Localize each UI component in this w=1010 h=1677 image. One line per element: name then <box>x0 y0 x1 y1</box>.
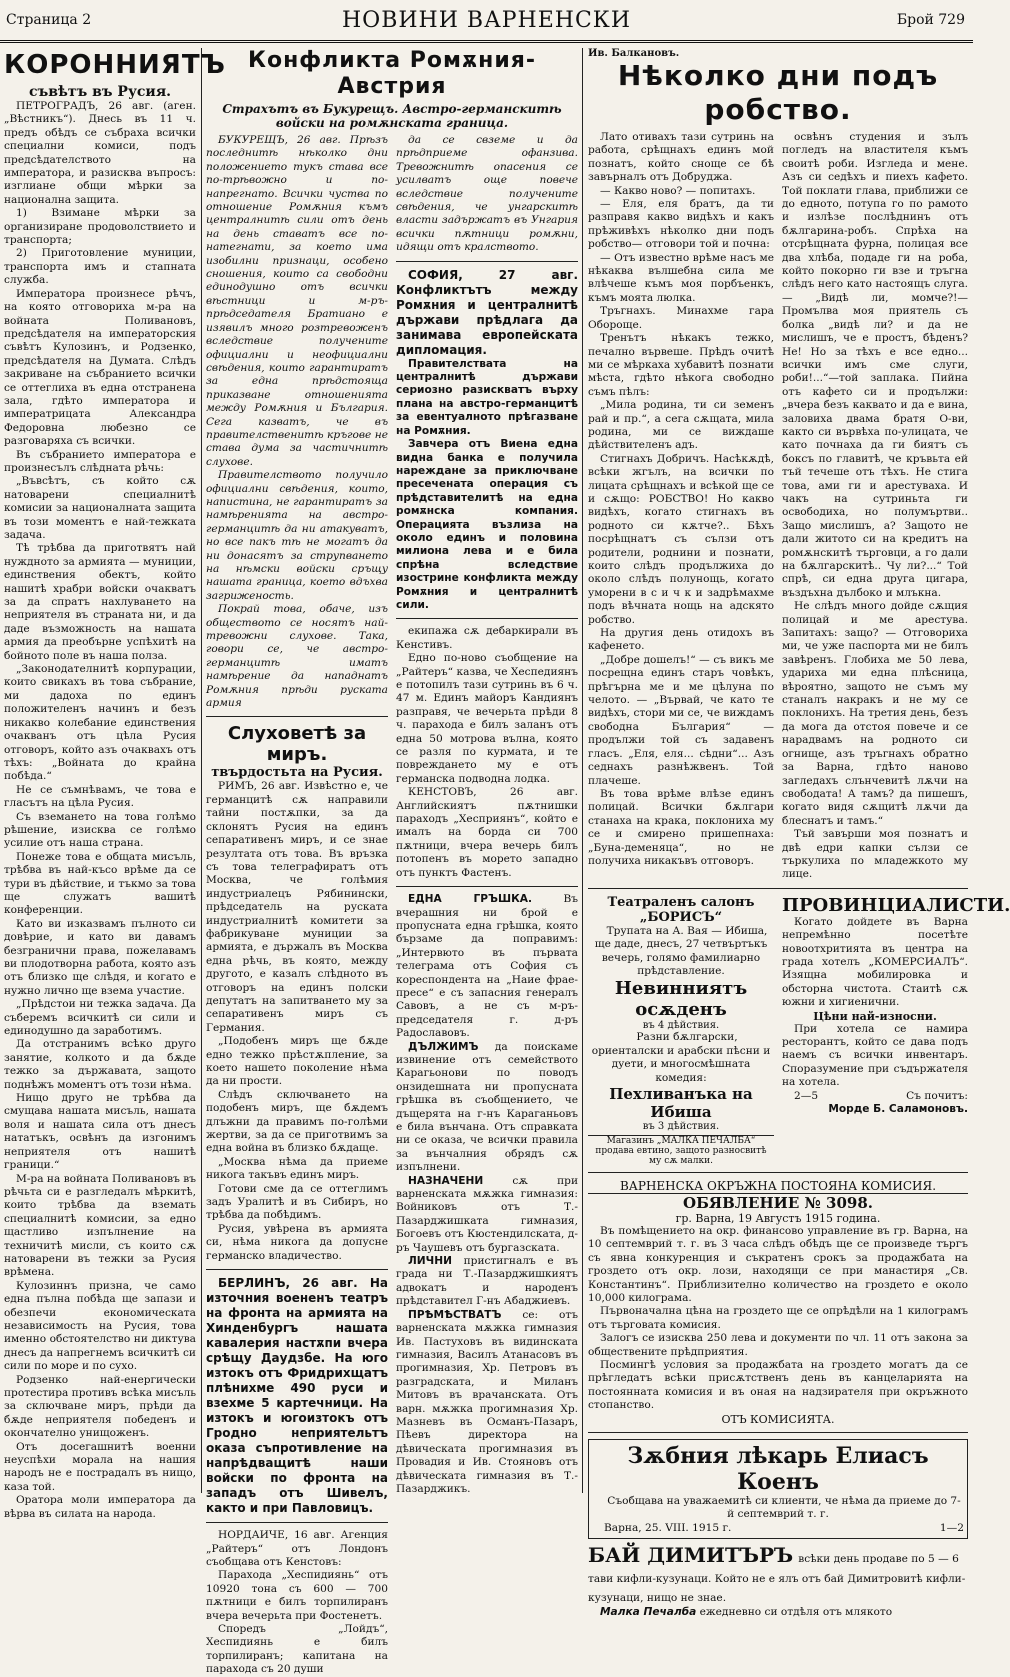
paragraph: 2) Приготовление муниции, транспорта имъ и стапната служба. <box>4 247 196 287</box>
play-1: Невинниятъ осѫденъ <box>614 978 748 1021</box>
headline-crown-council: КОРОННИЯТЪ <box>4 50 226 80</box>
paragraph: Не се съмнѣвамъ, че това е гласътъ на цѣла Русия. <box>4 783 196 810</box>
paragraph: Русия, увѣрена въ армията си, нѣма никога да допусне германско владичество. <box>206 1222 388 1262</box>
column-rule <box>582 48 583 1493</box>
commission-header: ВАРНЕНСКА ОКРЪЖНА ПОСТОЯНА КОМИСИЯ. <box>588 1179 968 1194</box>
paragraph: „Москва нѣма да приеме никога такъвъ единъ миръ. <box>206 1155 388 1182</box>
dentist-date: Варна, 25. VIII. 1915 г. <box>604 1521 732 1534</box>
paragraph: Не слѣдъ много дойде сѫщия полицай и ме арестува. Запитахъ: защо? — Отговориха ми, че уже паспорта ми не билъ завѣренъ. Глобиха ме 50 лева, удариха ми една плѣсница, вѣроятно, защото не съмъ му станалъ накракъ и не му се поклонихъ. На третия день, безъ да мога да отстоя повече и се нарадвамъ на родното си огнище, азъ тръгнахъ обратно за Варна, гдѣто наново загледахъ слънчевитѣ лѫчи на свободата! А тамъ? да пишешъ, когато видя сѫщитѣ лѫчи да блеснатъ и тамъ.“ <box>782 600 968 827</box>
notice-title: ОБЯВЛЕНИЕ № 3098. <box>683 1194 873 1212</box>
conflict-right <box>396 134 578 1677</box>
paragraph: Съ вземането на това голѣмо рѣшение, изисква се голѣмо усилие отъ наша страна. <box>4 810 196 850</box>
paragraph: Тъй завърши моя познатъ и двѣ едри капки сълзи се търкулиха по младежкото му лице. <box>782 828 968 881</box>
paragraph: Първоначална цѣна на гроздето ще се опрѣдѣли на 1 килограмъ отъ търговата комисия. <box>588 1305 968 1331</box>
column-2 <box>206 48 579 1676</box>
appointments-text: сѫ при варненската мѫжка гимназия: Войниковъ отъ Т.-Пазарджишката гимназия, Богоевъ отъ Кюстендилската, д-ръ Чаушевъ отъ бургазската. <box>396 1174 579 1254</box>
paragraph: Едно по-ново съобщение на „Райтеръ“ казва, че Хеспедиянъ е потопилъ тази сутринь въ 6 ч. 47 м. Единъ майоръ Кандиянъ разправя, че вечерьта прѣди 8 ч. парахода е билъ заланъ отъ една 50 мотрова вълна, която се разля по курмата, и те повреждането му е отъ германска подводна лодка. <box>396 652 578 785</box>
article-crown-council <box>4 100 196 1521</box>
paragraph: Тренътъ нѣкакъ тежко, печално вървеше. Прѣдъ очитѣ ми се мѣркаха хубавитѣ познати мѣста, гдѣто нѣкога свободно съмъ пѣлъ: <box>588 332 774 398</box>
dentist-num: 1—2 <box>939 1521 964 1534</box>
provincials-title: ПРОВИНЦИАЛИСТИ. <box>782 894 1010 916</box>
paragraph: Въ това врѣме влѣзе единъ полицай. Всички бѫлгари станаха на крака, поклониха му се и смирено пришепнаха: „Буна-деменяца“, но не получиха никакъвъ отговоръ. <box>588 787 774 867</box>
personal-text: пристигналъ е въ града ни Т.-Пазарджишкиятъ адвокатъ и народенъ прѣдставител Г-нъ Абаджиевъ. <box>396 1255 578 1308</box>
play-2: Пехливанъка на Ибиша <box>609 1085 753 1121</box>
transfers-head: ПРѢМѢСТВАТЪ <box>408 1308 502 1321</box>
transfers-text: се: отъ варненската мѫжка гимназия Ив. Пастуховъ въ видинската гимназия, Василъ Атанасовъ въ прогимназия, Хр. Петровъ въ разградската, и Миланъ Митовъ въ врачанската. Отъ варн. мѫжка прогимназия Хр. Мазневъ въ Османъ-Пазаръ, Пѣевъ директора на дѣвическата прогимназия въ Провадия и Ив. Стояновъ отъ дѣвическата гимназия въ Т.-Пазарджикъ. <box>396 1308 578 1495</box>
sofia-report: СОФИЯ, 27 авг. Конфликтътъ между Ромѫния и централнитѣ държави прѣдлага да занимава европейската дипломация. <box>396 267 578 357</box>
error-head: ЕДНА ГРЪШКА. <box>408 893 532 906</box>
paragraph: Стигнахъ Добричъ. Насѣкѫдѣ, всѣки жгълъ, на всички по лицата срѣщнахъ и всѣкой ще се и сѫщо: РОБСТВО! Но какво видѣхъ, когато стигнахъ въ родното си кѫтче?.. Бѣхъ посрѣщнатъ съ сълзи отъ родители, роднини и познати, които слѣдъ продължиха до около слѣдъ полунощь, когато уморени в с и ч к и задрѣмахме подъ вѣчната нощь на адскято робство. <box>588 452 774 626</box>
paragraph: Да отстранимъ всѣко друго занятие, колкото и да бѫде тежко за държавата, защото поднѣжъ моментъ отъ този нѣма. <box>4 1038 196 1091</box>
paragraph: ПЕТРОГРАДЪ, 26 авг. (аген. „Вѣстникъ“). Днесь въ 11 ч. предъ обѣдъ се събраха всички специални комиси, подъ предсѣдателството на императора, и разисква въпросъ: изглиане общи мѣрки за национална защита. <box>4 100 196 206</box>
notice-signature: ОТЪ КОМИСИЯТА. <box>721 1412 835 1426</box>
apology-text: да поискаме извинение отъ семейството Карагьонови по поводъ онзидешната ни пропусната грѣшка въ съобщението, че дъщерята на г-нъ Караганьовъ е била вънчана. Отъ справката ни се оказа, че всички правила за вънчалния обрядъ сѫ изпълнени. <box>396 1040 578 1174</box>
paragraph: Нищо друго не трѣбва да смущава нашата мисъль, нашата воля и нашата сила отъ днесъ нататъкъ, освѣнъ да изгонимъ неприятеля отъ нашитѣ граници.“ <box>4 1092 196 1172</box>
paragraph: „Добре дошелъ!“ — съ викъ ме посрещна единъ старъ човѣкъ, прѣгърна ме и ме цѣлуна по челото. — „Вървай, че като те видѣхъ, стори ми се, че виждамъ свободна България“ — продължи той съ задавенъ гласъ. „Еля, еля... сѣдни“... Азъ седнахъ разнѣжвенъ. Той плачеше. <box>588 653 774 787</box>
paragraph: Правителството получило официални свѣдения, които, напистина, не гарантиратъ за намѣренията на австро-германцитѣ да ни атакуватъ, но все пакъ тѣ не могатъ да ни донасятъ за струпването на нѣмски войски сръщу нашата граница, което вдъхва загриженость. <box>206 469 388 602</box>
headline-slavery: Нѣколко дни подъ робство. <box>617 59 939 126</box>
paragraph: „Подобенъ миръ ще бѫде едно тежко прѣстѫпление, за което нашето поколение нѣма да ни прости. <box>206 1035 388 1088</box>
theater-line-1: Трупата на А. Вая — Ибиша, ще даде, днесъ, 27 четвъртъкъ вечерь, голямо фамилиарно прѣдставление. <box>594 924 768 977</box>
paragraph: БУКУРЕЩЪ, 26 авг. Прѣзъ последнитѣ нѣколко дни положението тукъ става все по-трѣвожно и по-напрегнато. Всички чуства по отношение Ромѫния къмъ централнитѣ сили отъ день на день ставатъ все по-натегнати, за което има изобилни признаци, особено сношения, които са свободни единодушно отъ всички вѣстници и м-ръ-прѣдседателя Братиано е изявилъ много розтревоженъ вследствие получените официални и неофициални свѣдения, които гарантиратъ за една прѣдстояща приказване отношенията между Ромѫния и България. Сега казватъ, че въ правителственитѣ кръгове не става дума за частичнитѣ слухове. <box>206 134 388 468</box>
notice-date: гр. Варна, 19 Августъ 1915 година. <box>675 1212 881 1225</box>
store-line: Магазинъ „МАЛКА ПЕЧАЛБА“ продава евтино, защото разносвитѣ му сѫ малки. <box>588 1135 774 1166</box>
bai-title: БАЙ ДИМИТЪРЪ <box>588 1542 794 1567</box>
paragraph: Понеже това е общата мисъль, трѣбва въ най-късо врѣме да се тури въ дѣйствие, и тъкмо за това ще служатъ вашитѣ конференции. <box>4 850 196 917</box>
paragraph: Залогъ се изисква 250 лева и документи по чл. 11 отъ закона за обществените прѣдприятия. <box>588 1332 968 1358</box>
subheadline-conflict: Страхътъ въ Букурещъ. Австро-германскитѣ войски на ромѫнската граница. <box>222 102 562 130</box>
theater-title: Театраленъ салонъ „БОРИСЪ“ <box>607 894 755 925</box>
paragraph: да се свземе и да прѣдприеме офанзива. Тревожнитѣ опасения се усилватъ още повече вследствие получените свѣдения, че унгарскитѣ власти задържатъ въ Унгария всички пѫтници ромѫни, идящи отъ кралството. <box>396 134 578 254</box>
subheadline-crown-council: съвѣтъ въ Русия. <box>28 84 172 100</box>
berlin-report: БЕРЛИНЪ, 26 авг. На източния воененъ театръ на фронта на армията на Хинденбургъ нашата кавалерия настѫпи вчера срѣщу Даудзбе. На юго изтокъ отъ Фридрихщатъ плѣнихме 490 руси и взехме 5 картечници. На изтокъ и югоизтокъ отъ Гродно неприятельтъ оказа съпротивление на напрѣдващитѣ наши войски по фронта на западъ отъ Шивелъ, както и при Павловицъ. <box>206 1276 388 1516</box>
page-label: Страница 2 <box>6 12 92 28</box>
paragraph: „Въвсѣтъ, съ който сѫ натоварени специалнитѣ комисии за националната защита въ този моментъ е най-тежката задача. <box>4 475 196 541</box>
paragraph: 1) Взимане мѣрки за организиране продоволствието и транспорта; <box>4 207 196 247</box>
provincials-text-2: При хотела се намира ресторантъ, който се дава подъ наемъ съ всички инвентаръ. Споразумение при съдържателя на хотела. <box>782 1022 968 1089</box>
paragraph: Покрай това, обаче, изъ обществото се носятъ най-тревожни слухове. Така, говори се, че австро-германцитѣ иматъ намѣрение да нападнатъ Ромѫния прѣди руската армия <box>206 603 388 710</box>
conflict-left <box>206 134 388 1677</box>
bai-store-text: ежедневно си отдѣля отъ млякото <box>699 1605 893 1618</box>
bai-store: Малка Печалба <box>600 1605 697 1618</box>
dentist-title: Зѫбния лѣкарь Елиасъ Коенъ <box>627 1442 929 1495</box>
paragraph: „Мила родина, ти си земенъ рай и пр.“, а сега сѫщата, мила родина, ми се виждаше дѣйствителенъ адъ. <box>588 399 774 452</box>
paragraph: „Прѣдстои ни тежка задача. Да съберемъ всичкитѣ си сили и единодушно да заработимъ. <box>4 998 196 1038</box>
paragraph: — Отъ известно врѣме насъ ме нѣкаква вълшебна сила ме влѣчеше къмъ моя порбъенкъ, къмъ моята люлка. <box>588 251 774 304</box>
paragraph: РИМЪ, 26 авг. Извѣстно е, че германцитѣ сѫ направили тайни постѫпки, за да склонятъ Русия на единъ сепаративенъ миръ, и се знае резултата отъ това. Въ връзка съ това телеграфиратъ отъ Москва, че голѣмия индустриалецъ Рябинински, прѣдседатель на руската индустриалнитѣ комитети за фабрикуване муниции за армията, е държалъ въ Москва една рѣчь, въ която, между другото, е казалъ слѣдното въ отговоръ на единъ полски депутатъ на запитването му за сепаративенъ миръ съ Германия. <box>206 780 388 1034</box>
provincials-prices: Цѣни най-износни. <box>813 1009 937 1023</box>
paragraph: Оратора моли императора да вѣрва въ силата на народа. <box>4 1494 196 1520</box>
paragraph: На другия день отидохъ въ кафенето. <box>588 627 774 653</box>
provincials-text: Когато дойдете въ Варна непремѣнно посетѣте новоотхритията въ центра на града хотелъ „КОМЕРСИАЛЪ“. Изящна мобилировка и обсторна чистота. Стаитѣ сѫ южни и хигиенични. <box>782 915 968 1009</box>
paragraph: екипажа сѫ дебаркирали въ Кенстивъ. <box>396 625 578 651</box>
column-rule <box>201 48 202 1493</box>
dentist-ad <box>588 1439 968 1539</box>
play-1-acts: въ 4 дѣйствия. <box>642 1020 720 1032</box>
paragraph: Тѣ трѣбва да приготвятъ най нуждното за армията — муниции, единствения обектъ, който нашитѣ храбри войски очакватъ за да спратъ нахлуването на неприятеля въ страната ни, и да даде възможность на нашата армия да преобърне успѣхитѣ на бойното поле въ наша полза. <box>4 542 196 662</box>
paragraph: КЕНСТОВЪ, 26 авг. Английскиятъ пѫтнишки параходъ „Хесприянъ“, който е ималъ на борда си 700 пѫтници, вчера вечерь билъ потопенъ въ морето западно отъ пунктъ Фастенъ. <box>396 786 578 879</box>
paragraph: освѣнъ студения и зълъ погледъ на властителя къмъ своитѣ роби. Изгледа и мене. Азъ си седѣхъ и пиехъ кафето. Той поклати глава, приближи се до едното, потупа го по рамото и излѣзе послѣднинъ отъ бѫлгарина-робъ. Спрѣха на отсрѣщната фурна, полицая все два хлѣба, подаде ги на роба, който покорно ги взе и тръгна слѣдъ него като настоящъ слуга. — „Видѣ ли, момче?!— Промълва моя приятель съ болка „видѣ ли? и да не мислишъ, че е простъ, бѣденъ? Не! Но за тѣхъ е все едно... всички имъ сме слуги, роби!...“—той заплака. Пийна отъ кафето си и продължи: „вчера безъ каквато и да е вина, заловиха двама братя О-ви, както си вървѣха по-улицата, че като почнаха да ги биятъ съ боксъ по главитѣ, че кръвьта ей тъй течеше отъ тѣхъ. Не стига това, ами ги и арестуваха. И чакъ на сутриньта ги освободиха, но полумъртви.. Защо мислишъ, а? Защото не дали житото си на кредитъ на ромѫнскитѣ търговци, а го дали на бѫлгарскитѣ.. Чу ли?...“ Той спрѣ, си една друга цигара, въздъхна дълбоко и млъкна. <box>782 131 968 599</box>
paragraph: Правителствата на централнитѣ държави сериозно разискватъ върху плана на австро-германцитѣ за евентуалното прѣгазване на Ромѫния. <box>396 357 578 437</box>
paragraph: Посмингѣ условия за продажбата на гроздето могатъ да се прѣгледатъ всѣки присѫтственъ день въ канцеларията на постоянната комисия и въ оная на надзирателя при окръжното стопанство. <box>588 1359 968 1412</box>
paragraph: Отъ досегашнитѣ военни неуспѣхи морала на нашия народъ не е пострадалъ въ нищо, каза той. <box>4 1440 196 1493</box>
commission-notice <box>588 1179 968 1426</box>
paragraph: Лато отивахъ тази сутринь на работа, срѣщнахъ единъ мой познатъ, който сноще се бѣ завърналъ отъ Добруджа. <box>588 131 774 184</box>
paragraph: — Еля, еля братъ, да ти разправя какво видѣхъ и какъ прѣживѣхъ нѣколко дни подъ робство— отговори той и почна: <box>588 198 774 251</box>
paragraph: НОРДАИЧЕ, 16 авг. Агенция „Райтеръ“ отъ Лондонъ съобщава отъ Кенстовъ: <box>206 1529 388 1568</box>
paragraph: Кулозиннъ призна, че само една пълна побѣда ще запази и обезпечи економическата независимость на Русия, това именно обстоятелство ни диктува днесъ да напрегнемъ всичкитѣ си сили по море и по сухо. <box>4 1279 196 1373</box>
author: Ив. Балкановъ. <box>588 48 680 59</box>
column-3 <box>588 48 1010 1618</box>
appointments-head: НАЗНАЧЕНИ <box>408 1174 484 1187</box>
theater-ad <box>588 895 774 1166</box>
paragraph: Императора произнесе рѣчъ, на която отговориха м-ра на войната Поливановъ, предсѣдателя на императорския съвѣтъ Кулозинъ, и Родзенко, предсѣдателя на Думата. Слѣдъ закриване на събранието всички се оттеглиха въ една отстранена зала, гдѣто императора и императрицата Александра Федоровна любезно се разговаряха съ всички. <box>4 287 196 448</box>
provincials-ad <box>782 894 1010 1166</box>
paragraph: Като ви изказвамъ пълното си довѣрие, и като ви давамъ безгранични права, пожелавамъ ви плодотворна работа, която азъ отъ близко ще слѣдя, и когато е нужно лично ще взема участие. <box>4 917 196 997</box>
provincials-signature: Морде Б. Саламоновъ. <box>828 1103 968 1116</box>
paragraph: Тръгнахъ. Минахме гара Обороще. <box>588 305 774 331</box>
theater-line-3: Разни бѫлгарски, ориенталски и арабски пѣсни и дуети, и многосмѣшната комедия: <box>591 1031 771 1084</box>
headline-peace-rumors: Слуховетѣ за миръ. <box>227 723 367 766</box>
subheadline-peace: твърдостьта на Русия. <box>211 765 383 781</box>
paragraph: Готови сме да се оттеглимъ задъ Уралитѣ и въ Сибиръ, но трѣбва да побѣдимъ. <box>206 1182 388 1222</box>
paragraph: Родзенко най-енергически протестира противъ всѣка мисъль за сключване миръ, прѣди да бѫде неприятеля победенъ и окончателно унищоженъ. <box>4 1373 196 1440</box>
dentist-text: Съобщава на уважаемитѣ си клиенти, че нѣма да приеме до 7-й септемврий т. г. <box>607 1494 961 1521</box>
paragraph: Парахода „Хеспидиянь“ отъ 10920 тона съ 600 — 700 пѫтници е билъ торпилиранъ вчера вечерьта при Фостенетъ. <box>206 1569 388 1622</box>
paragraph: „Законодателнитѣ корпурации, които свикахъ въ това събрание, ми дадоха по единъ положителенъ начинъ и безъ никакво колебание единствения очакванъ отъ цѣла Русия отговоръ, който азъ очаквахъ отъ тѣхъ: „Войната до крайна побѣда.“ <box>4 663 196 783</box>
paragraph: Въ помѣщението на окр. финансово управление въ гр. Варна, на 10 септемврий т. г. въ 3 часа слѣдъ обѣдъ ще се произведе търгъ съ явна конкуренция и съкратенъ срокъ за продажбата на гроздето отъ окр. лози, находящи се при манастиря „Св. Константинъ“. Приблизително количество на гроздето е около 10,000 килограма. <box>588 1225 968 1305</box>
headline-conflict: Конфликта Ромѫния-Австрия <box>247 48 537 99</box>
bai-dimitar-ad <box>588 1543 968 1619</box>
paragraph: Въ събранието императора е произнесълъ слѣдната рѣчь: <box>4 448 196 474</box>
paragraph: — Какво ново? — попитахъ. <box>600 184 756 197</box>
play-2-acts: въ 3 дѣйствия. <box>642 1121 720 1132</box>
paragraph: Споредъ „Лойдъ“, Хеспидиянь е билъ торпилиранъ; капитана на парахода съ 20 души <box>206 1622 388 1676</box>
provincials-greet: Съ почитъ: <box>906 1089 968 1102</box>
column-1 <box>4 48 226 1520</box>
newspaper-title: НОВИНИ ВАРНЕНСКИ <box>341 8 632 33</box>
personal-head: ЛИЧНИ <box>408 1255 452 1268</box>
masthead <box>0 0 973 43</box>
paragraph: Слѣдъ сключването на подобенъ миръ, ще бѫдемъ длъжни да правимъ по-голѣми жертви, за да се приготвимъ за една война въ близко бѫдаще. <box>206 1088 388 1155</box>
error-text: Въ вчерашния ни брой е пропусната една грѣшка, която бързаме да поправимъ: „Интервюто въ първата телеграма отъ София съ кореспондента на „Наие фрае-пресе“ е съ запасния генералъ Савовъ, а не съ м-ръ-председателя г. д-ръ Радославовъ. <box>396 893 578 1040</box>
bai-text: всѣки день продаве по 5 — 6 тави кифли-кузунаци. Който не е ялъ отъ бай Димитровитѣ кифли-кузунаци, нищо не знае. <box>588 1552 966 1605</box>
provincials-num: 2—5 <box>794 1089 819 1102</box>
issue-number: Брой 729 <box>896 12 965 28</box>
paragraph: М-ра на войната Поливановъ въ рѣчьта си е разгледалъ мѣркитѣ, които трѣбва да вземать специалнитѣ комисии, за едно щастливо изпълнение на техничитѣ мисли, съ които сѫ натоварени въ тежки за Русия врѣмена. <box>4 1172 196 1279</box>
apology-head: ДЪЛЖИМЪ <box>408 1040 479 1053</box>
paragraph: Завчера отъ Виена една видна банка е получила нареждане за приключване пресечената операция съ прѣдставителитѣ на една ромѫнска компания. Операцията възлиза на около единъ и половина милиона лева и е била спрѣна вследствие изострине конфликта между Ромѫния и централнитѣ сили. <box>396 438 578 611</box>
